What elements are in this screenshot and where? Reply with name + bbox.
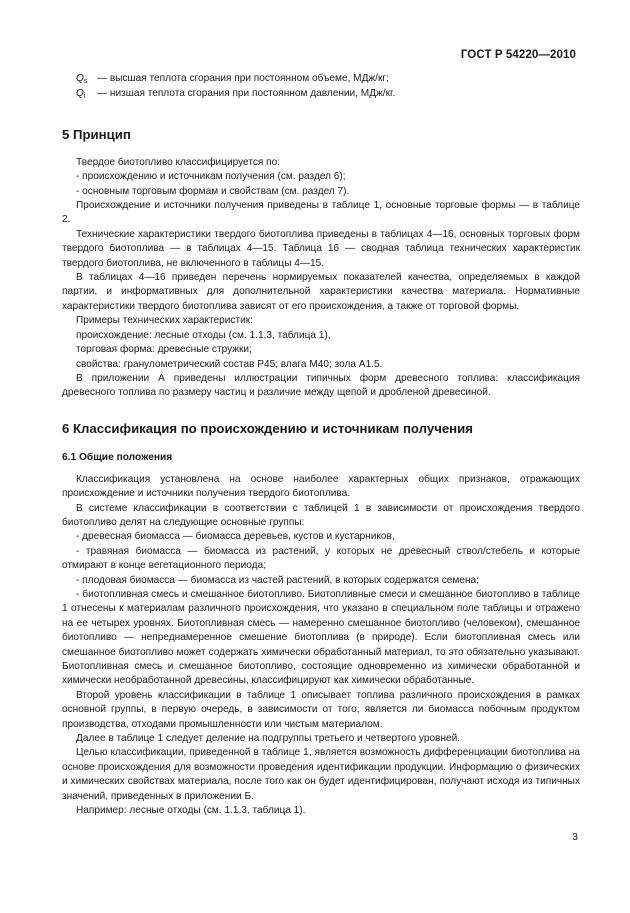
example-line: происхождение: лесные отходы (см. 1.1.3, таблица 1), <box>76 329 331 341</box>
list-item: - основным торговым формам и свойствам (см. раздел 7). <box>76 185 350 197</box>
example-line: торговая форма: древесные стружки; <box>76 344 252 356</box>
list-item: - происхождению и источникам получения (см. раздел 6); <box>76 171 346 183</box>
paragraph: Твердое биотопливо классифицируется по: <box>76 156 281 168</box>
section-5-body <box>62 156 580 401</box>
page-number: 3 <box>572 831 578 843</box>
list-item: - древесная биомасса — биомасса деревьев, кустов и кустарников, <box>76 531 395 543</box>
section-5-title: 5 Принцип <box>62 126 131 142</box>
subsection-6-1-title: 6.1 Общие положения <box>62 451 173 463</box>
paragraph: В таблицах 4—16 приведен перечень нормируемых показателей качества, определяемых в каждой партии, и информативных для дополнительной характеристики качества материала. Нормативные характеристики твердого биотоплива зависят от его происхождения, а также от торговой формы. <box>62 272 580 312</box>
list-item: - биотопливная смесь и смешанное биотопливо. Биотопливные смеси и смешанное биотопливо в таблице 1 отнесены к материалам различного происхождения, что указано в специальном поле таблицы и отражено на ее четырех уровнях. Биотопливная смесь — намеренно смешанное биотопливо (человеком), смешанное биотопливо — непреднамеренное смешение биотоплива (в природе). Если биотопливная смесь или смешанное биотопливо может содержать химически обработанный материал, то это обязательно указывают. Биотопливная смесь и смешанное биотопливо, состоящие одновременно из химически обработанной и химически необработанной древесины, классифицируют как химически обработанные. <box>62 588 580 687</box>
paragraph: Классификация установлена на основе наиболее характерных общих признаков, отражающих происхождение и источники получения твердого биотоплива. <box>62 473 580 500</box>
paragraph: Например: лесные отходы (см. 1.1.3, таблица 1). <box>76 805 306 817</box>
list-item: - травяная биомасса — биомасса из растений, у которых не древесный ствол/стебель и которые отмирают в конце вегетационного периода; <box>62 545 580 572</box>
standard-number: ГОСТ Р 54220—2010 <box>460 49 576 61</box>
paragraph: Происхождение и источники получения приведены в таблице 1, основные торговые формы — в таблице 2. <box>62 200 580 226</box>
paragraph: В системе классификации в соответствии с таблицей 1 в зависимости от происхождения твердого биотопливо делят на следующие основные группы: <box>62 502 580 528</box>
paragraph: Целью классификации, приведенной в таблице 1, является возможность дифференциации биотоплива на основе происхождения для возможности проведения идентификации продукции. Информацию о физических и химических свойствах материала, после того как он будет идентифицирован, получают исходя из типичных значений, приведенных в приложении Б. <box>62 747 580 802</box>
definition-qi <box>76 87 580 101</box>
definition-qs <box>76 72 580 86</box>
page-content <box>62 72 580 818</box>
section-6-title: 6 Классификация по происхождению и источникам получения <box>62 420 473 436</box>
definition-text: — высшая теплота сгорания при постоянном объеме, МДж/кг; <box>97 73 389 84</box>
definition-text: — низшая теплота сгорания при постоянном давлении, МДж/кг. <box>97 88 396 100</box>
section-6-body <box>62 473 580 819</box>
paragraph: Технические характеристики твердого биотоплива приведены в таблицах 4—16, основных торговых форм твердого биотоплива — в таблицах 4—15. Таблица 16 — сводная таблица технических характеристик твердого биотоплива, не включенного в таблицы 4—15. <box>62 228 580 269</box>
symbol-qi: $Q_i$ <box>76 88 86 101</box>
list-item: - плодовая биомасса — биомасса из частей растений, в которых содержатся семена; <box>76 574 479 586</box>
paragraph: Второй уровень классификации в таблице 1 описывает топлива различного происхождения в рамках основной группы, в первую очередь, в зависимости от того, является ли биомасса побочным продуктом производства, отходами промышленности или чистым материалом. <box>62 689 580 730</box>
paragraph: В приложении А приведены иллюстрации типичных форм древесного топлива: классификация древесного топлива по размеру частиц и различие между щепой и дробленой древесиной. <box>62 372 580 399</box>
example-line: свойства: гранулометрический состав Р45; влага М40; зола А1.5. <box>76 358 383 370</box>
example-intro: Примеры технических характеристик: <box>76 315 253 327</box>
paragraph: Далее в таблице 1 следует деление на подгруппы третьего и четвертого уровней. <box>76 733 461 745</box>
symbol-qs: $Q_s$ <box>76 73 88 85</box>
